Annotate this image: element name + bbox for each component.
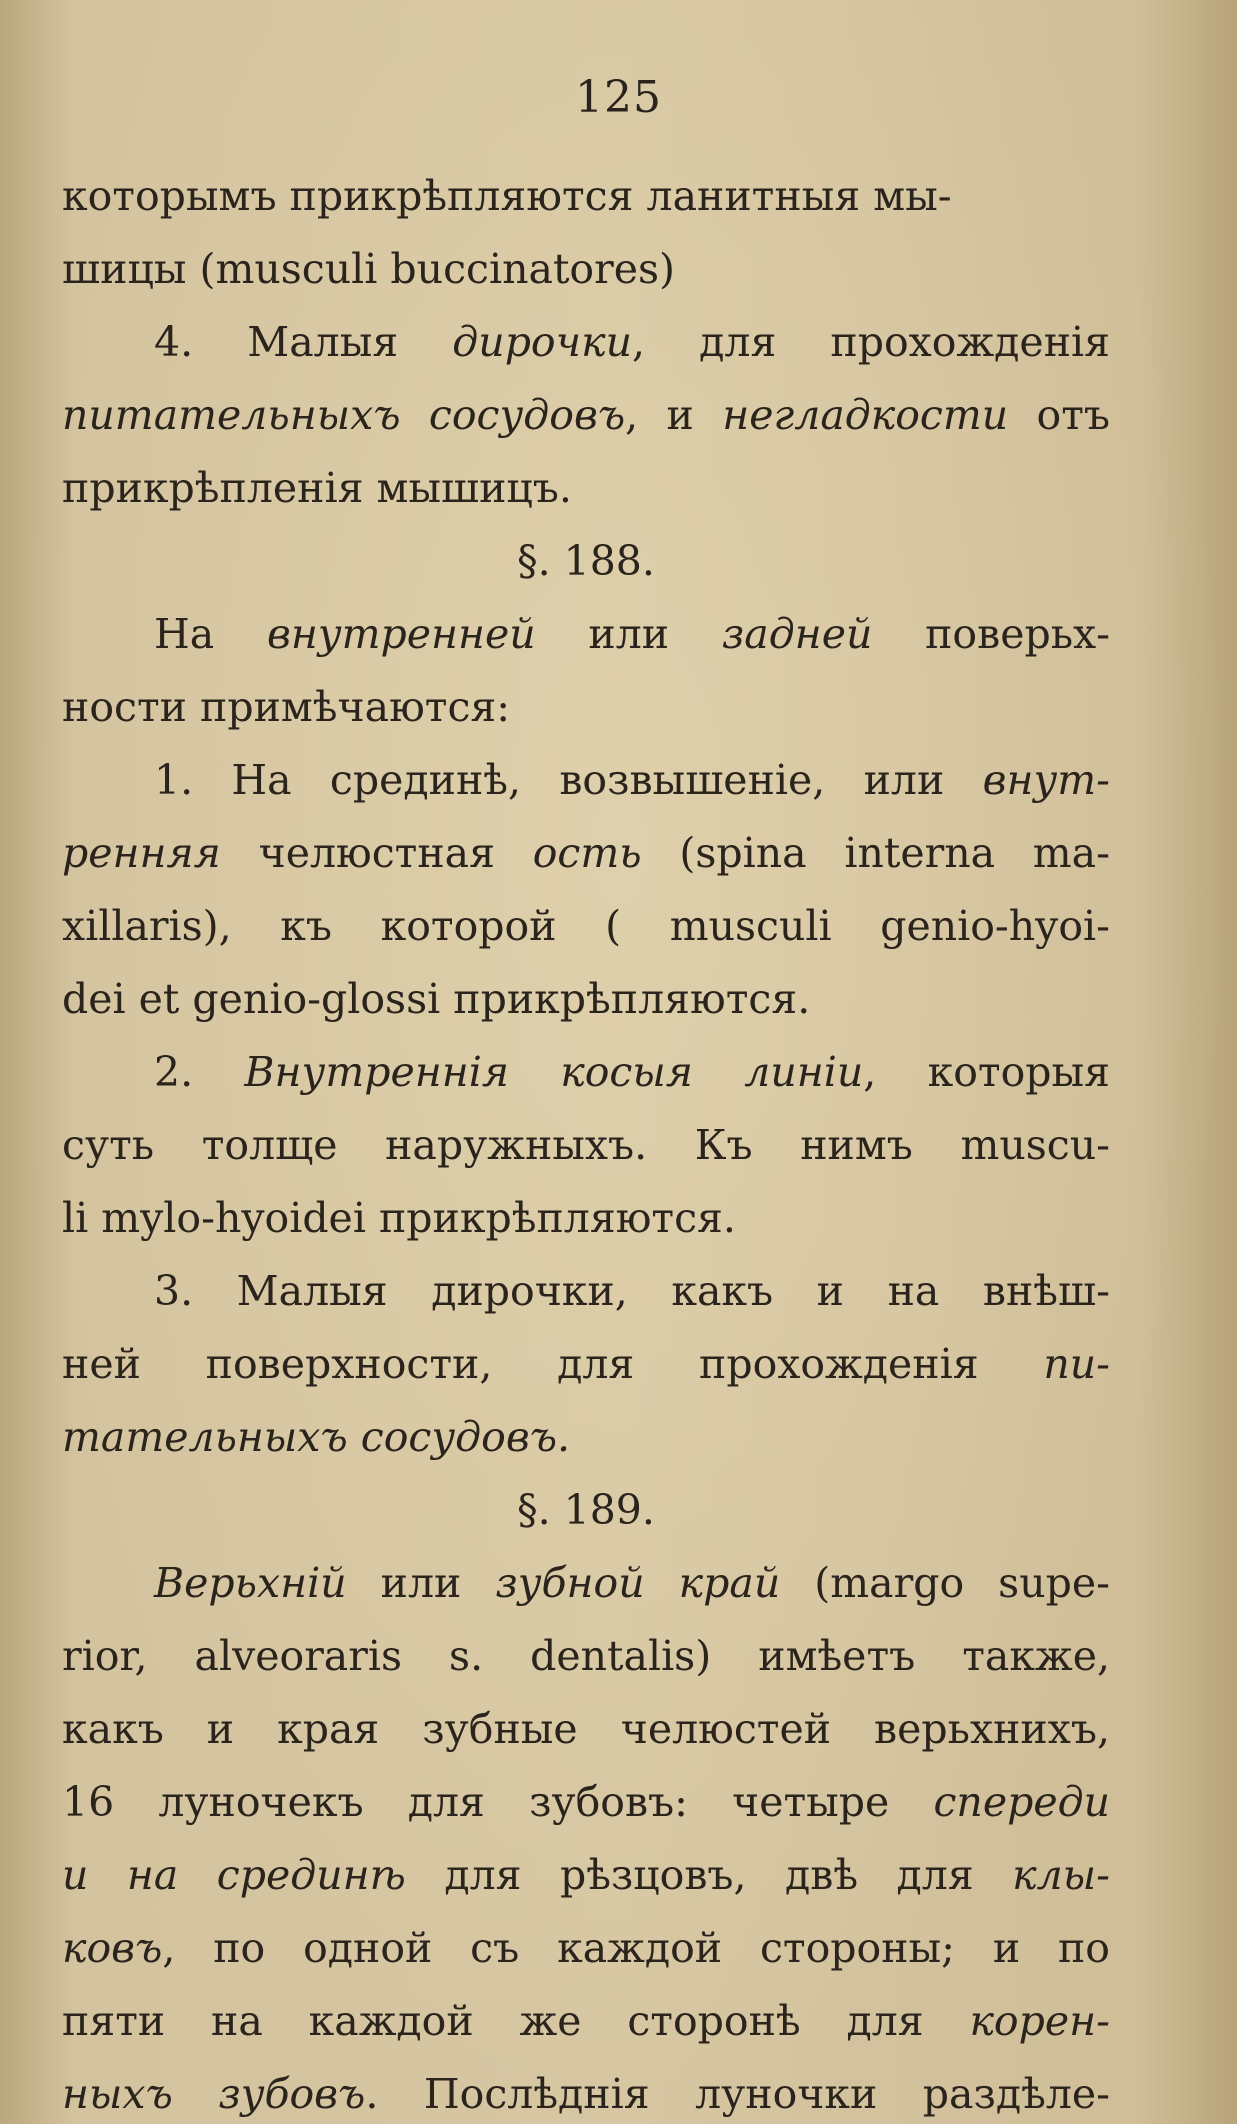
text-segment: пяти на каждой же сторонѣ для <box>62 1997 970 2045</box>
text-segment: или <box>535 610 722 658</box>
text-segment: шицы (musculi buccinatores) <box>62 245 676 293</box>
text-segment: §. 189. <box>517 1486 655 1534</box>
text-line <box>62 1109 1110 1182</box>
text-segment: li mylo-hyoidei прикрѣпляются. <box>62 1194 736 1242</box>
text-segment: dei et genio-glossi прикрѣпляются. <box>62 975 811 1023</box>
text-line <box>62 1401 1110 1474</box>
text-segment: ности примѣчаются: <box>62 683 511 731</box>
text-segment: . Послѣднія луночки раздѣле- <box>365 2070 1110 2118</box>
italic-term: тательныхъ сосудовъ. <box>62 1413 571 1461</box>
italic-term: пи- <box>1043 1340 1110 1388</box>
text-segment: (margo supe- <box>780 1559 1110 1607</box>
text-line <box>62 744 1110 817</box>
text-line <box>62 1985 1110 2058</box>
text-segment: которымъ прикрѣпляются ланитныя мы- <box>62 172 952 220</box>
text-line <box>62 963 1110 1036</box>
text-segment: 4. Малыя <box>154 318 453 366</box>
text-line <box>62 598 1110 671</box>
text-segment: отъ <box>1008 391 1110 439</box>
text-line <box>62 306 1110 379</box>
text-line <box>62 817 1110 890</box>
text-line <box>62 1766 1110 1839</box>
text-line <box>62 1839 1110 1912</box>
body-text <box>62 160 1110 2124</box>
text-segment: , и <box>625 391 723 439</box>
italic-term: внутренней <box>266 610 536 658</box>
italic-term: питательныхъ сосудовъ <box>62 391 626 439</box>
text-segment: 16 луночекъ для зубовъ: четыре <box>62 1778 934 1826</box>
text-segment: поверьх- <box>872 610 1111 658</box>
text-line <box>62 1182 1110 1255</box>
italic-term: зубной край <box>495 1559 781 1607</box>
text-line <box>62 233 1110 306</box>
text-segment: 3. Малыя дирочки, какъ и на внѣш- <box>154 1267 1110 1315</box>
text-segment: какъ и края зубные челюстей верьхнихъ, <box>62 1705 1110 1753</box>
text-line <box>62 379 1110 452</box>
text-line <box>62 1693 1110 1766</box>
italic-term: ковъ <box>62 1924 163 1972</box>
text-line <box>62 1328 1110 1401</box>
text-segment: , для прохожденія <box>632 318 1110 366</box>
text-segment: (spina interna ma- <box>641 829 1110 877</box>
text-segment: 2. <box>154 1048 245 1096</box>
italic-term: дирочки <box>452 318 633 366</box>
text-line <box>62 1255 1110 1328</box>
text-segment: или <box>346 1559 496 1607</box>
text-segment: 1. На срединѣ, возвышеніе, или <box>154 756 983 804</box>
italic-term: корен- <box>969 1997 1110 2045</box>
text-segment: На <box>154 610 267 658</box>
text-segment: , по одной съ каждой стороны; и по <box>162 1924 1110 1972</box>
text-segment: ней поверхности, для прохожденія <box>62 1340 1044 1388</box>
italic-term: негладкости <box>722 391 1009 439</box>
text-line <box>62 671 1110 744</box>
text-segment: rior, alveorаris s. dentalis) имѣетъ также, <box>62 1632 1110 1680</box>
text-segment: xillaris), къ которой ( musculi genio-hyoi- <box>62 902 1110 950</box>
text-segment: §. 188. <box>517 537 655 585</box>
italic-term: ныхъ зубовъ <box>62 2070 366 2118</box>
italic-term: клы- <box>1012 1851 1111 1899</box>
text-line <box>62 1620 1110 1693</box>
italic-term: Внутреннія косыя линіи <box>244 1048 864 1096</box>
italic-term: спереди <box>933 1778 1110 1826</box>
italic-term: и на срединѣ <box>62 1851 406 1899</box>
text-line <box>62 1912 1110 1985</box>
section-heading <box>62 525 1110 598</box>
text-segment: суть толще наружныхъ. Къ нимъ muscu- <box>62 1121 1110 1169</box>
text-segment: , которыя <box>863 1048 1110 1096</box>
section-heading <box>62 1474 1110 1547</box>
italic-term: Верьхній <box>154 1559 347 1607</box>
italic-term: внут- <box>982 756 1110 804</box>
text-line <box>62 452 1110 525</box>
text-segment: для рѣзцовъ, двѣ для <box>405 1851 1013 1899</box>
italic-term: ренняя <box>62 829 221 877</box>
text-line <box>62 2058 1110 2124</box>
text-line <box>62 1036 1110 1109</box>
text-line <box>62 890 1110 963</box>
text-line <box>62 1547 1110 1620</box>
page-number: 125 <box>575 72 662 123</box>
text-line <box>62 160 1110 233</box>
italic-term: ость <box>532 829 642 877</box>
text-segment: челюстная <box>220 829 533 877</box>
italic-term: задней <box>721 610 873 658</box>
text-segment: прикрѣпленія мышицъ. <box>62 464 572 512</box>
